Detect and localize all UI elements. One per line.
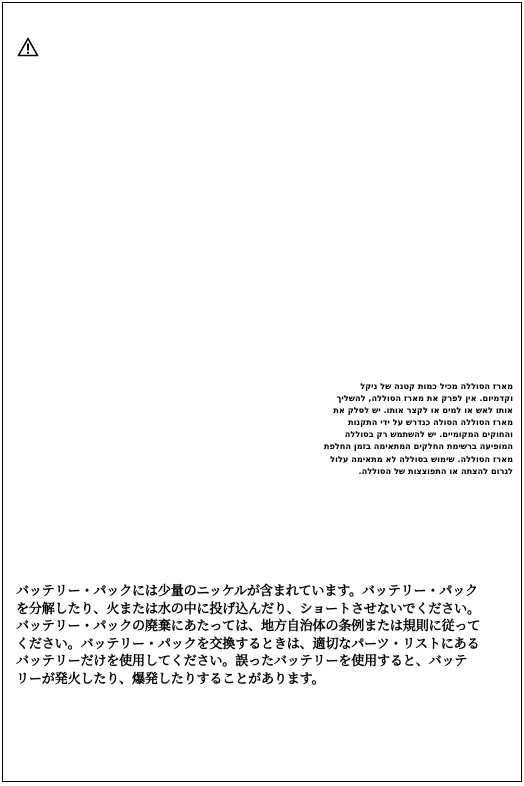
hebrew-line: והחוקים המקומיים. יש להשתמש רק בסוללה <box>344 429 513 440</box>
japanese-line: リーが発火したり、爆発したりすることがあります。 <box>16 671 325 687</box>
japanese-line: バッテリーだけを使用してください。誤ったバッテリーを使用すると、バッテ <box>16 654 468 670</box>
japanese-line: バッテリー・パックには少量のニッケルが含まれています。バッテリー・パック <box>16 584 478 599</box>
hebrew-line: אותו לאש או למים או לקצר אותו. יש לסלק את <box>333 405 513 416</box>
japanese-line: を分解したり、火または水の中に投げ込んだり、ショートさせないでください。 <box>16 601 480 617</box>
japanese-line: ください。バッテリー・パックを交換するときは、適切なパーツ・リストにある <box>16 636 480 652</box>
hebrew-line: מארז הסוללה הסולה כנדרש על ידי התקנות <box>347 417 513 428</box>
hebrew-line: מארז הסוללה. שימוש בסוללה לא מתאימה עלול <box>330 453 513 464</box>
hebrew-line: המופיעה ברשימת החלקים המתאימה בזמן החלפת <box>323 441 513 452</box>
warning-triangle-icon <box>17 37 39 57</box>
hebrew-line: וקדמיום. אין לפרק את מארז הסוללה, להשליך <box>336 393 513 404</box>
hebrew-battery-warning <box>263 380 513 477</box>
hebrew-line: לגרום להצתה או התפוצצות של הסוללה. <box>358 465 513 476</box>
hebrew-line: מארז הסוללה מכיל כמות קטנה של ניקל <box>360 381 513 391</box>
japanese-battery-warning <box>16 583 516 689</box>
japanese-line: バッテリー・パックの廃棄にあたっては、地方自治体の条例または規則に従って <box>16 619 481 635</box>
document-page <box>2 2 522 782</box>
